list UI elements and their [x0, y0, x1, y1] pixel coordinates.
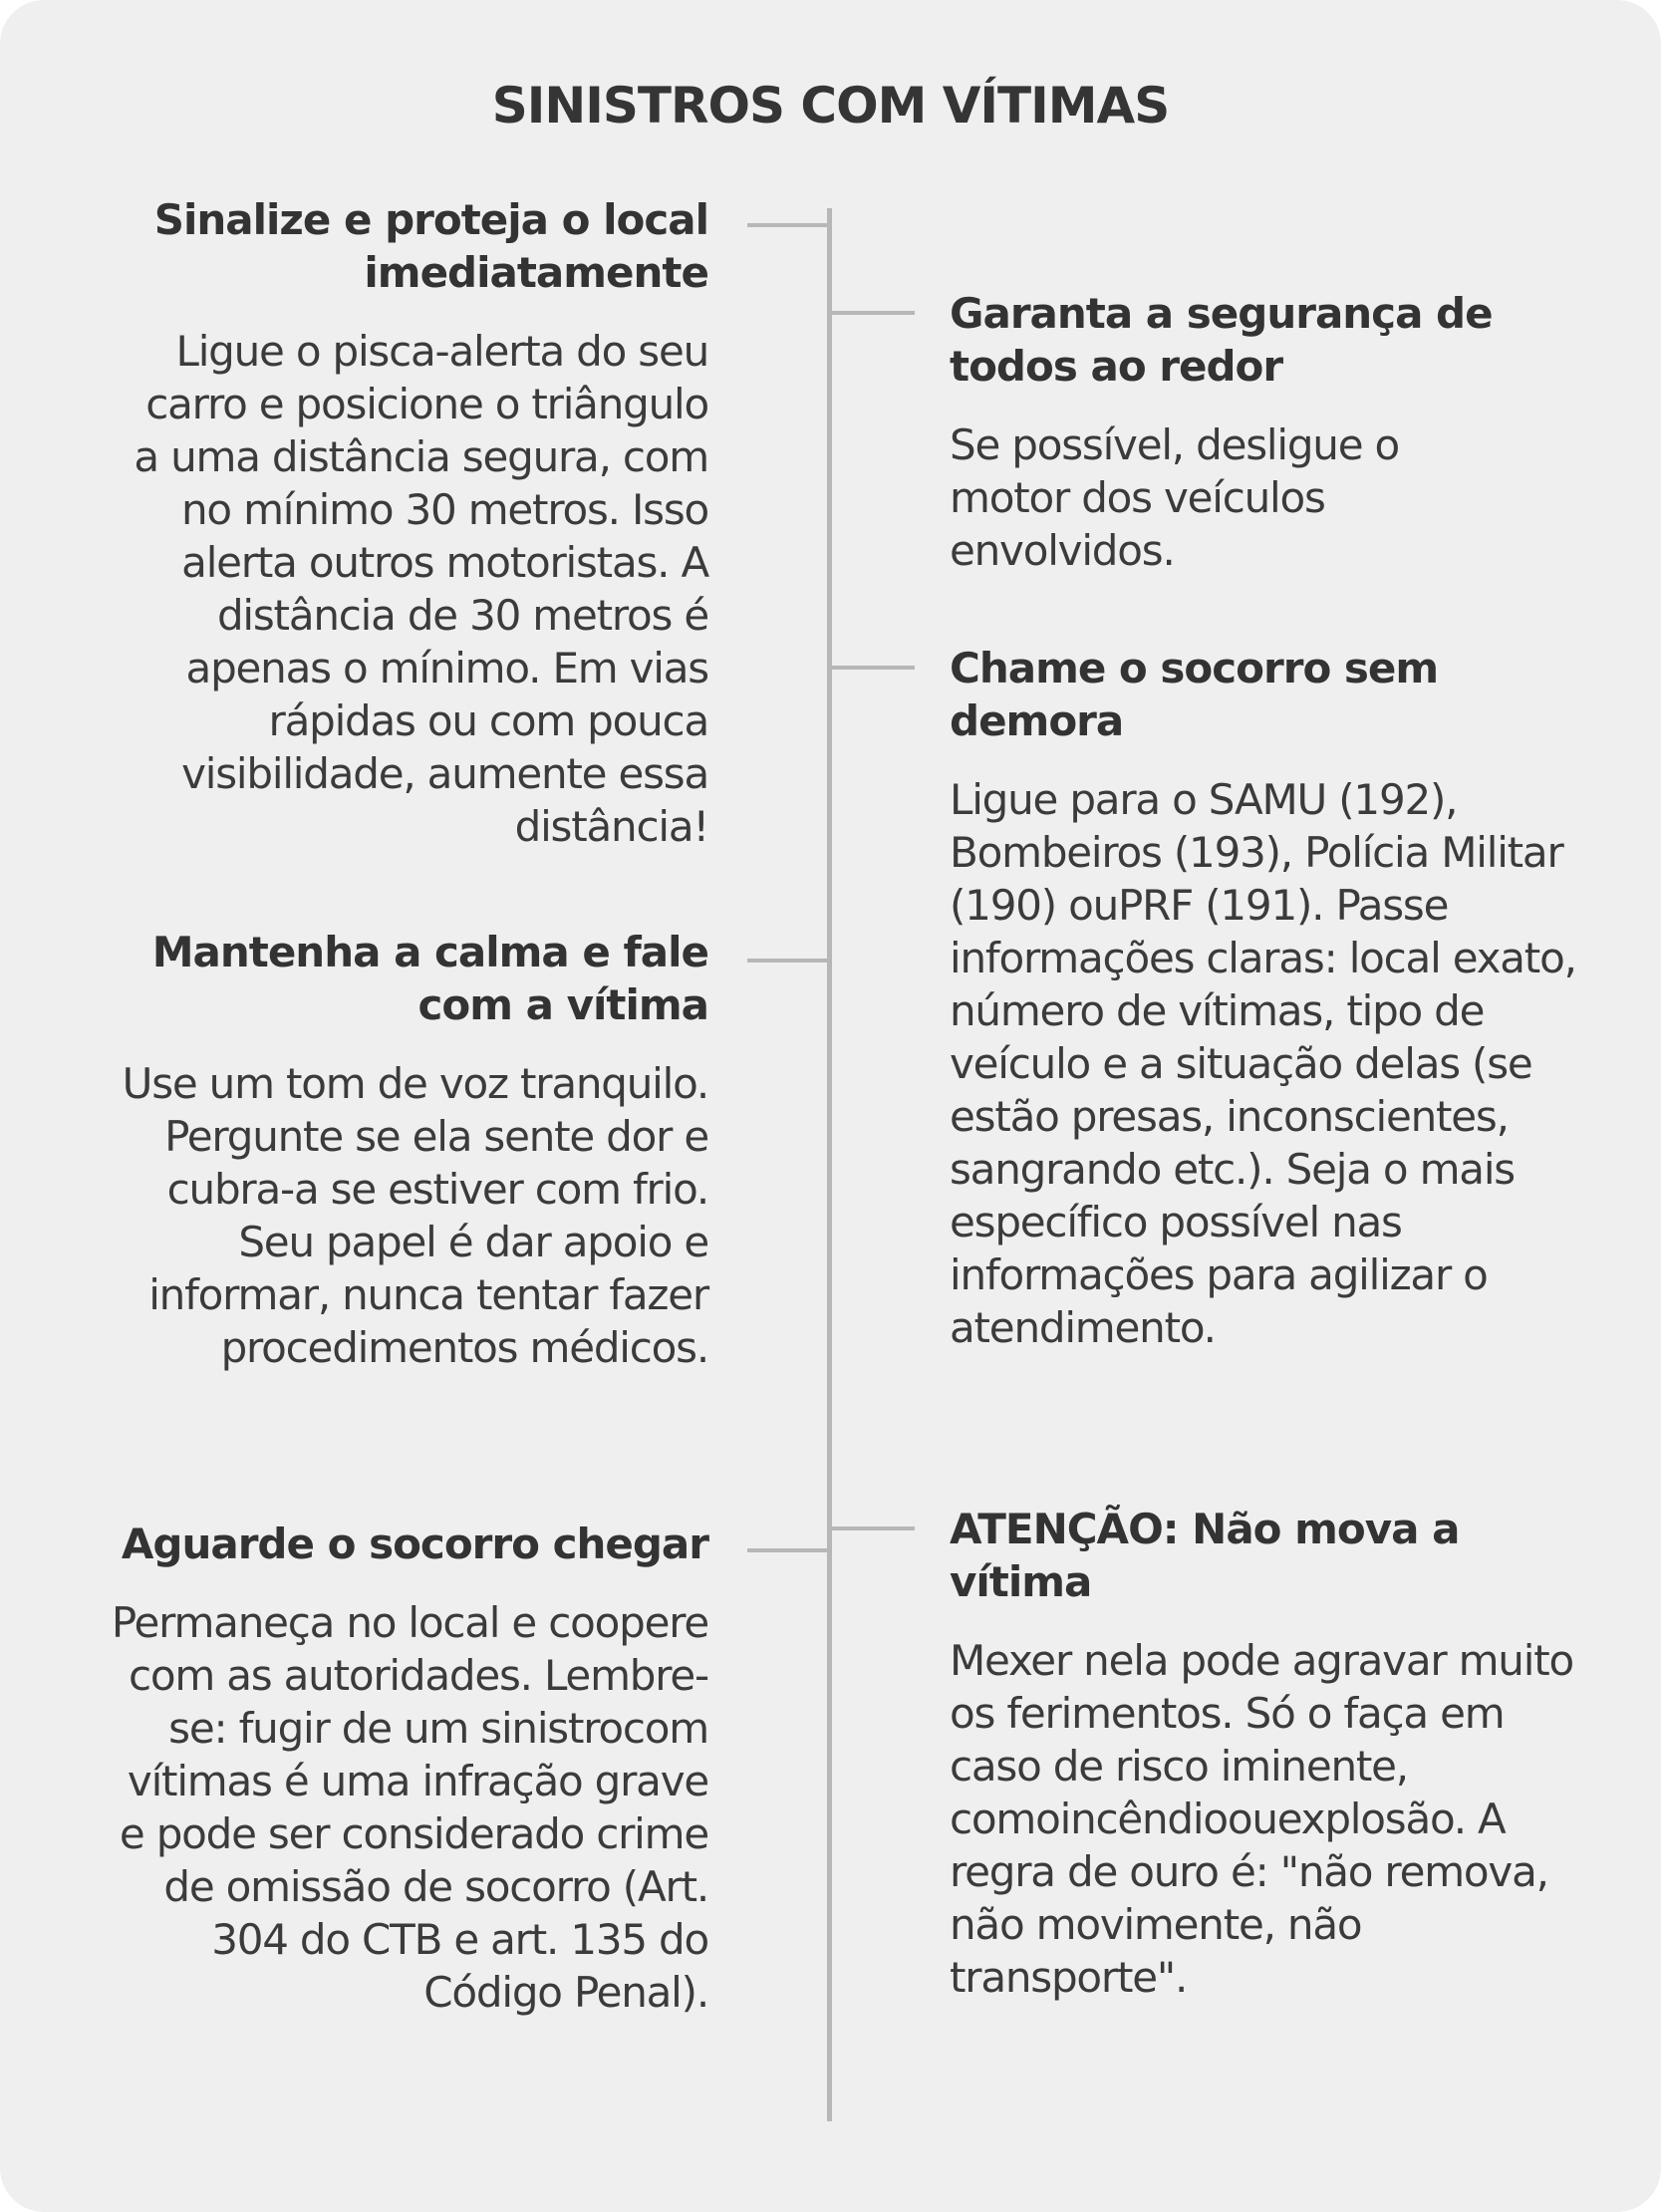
step-call-help	[950, 642, 1577, 1354]
step-heading: Aguarde o socorro chegar	[121, 1520, 708, 1568]
step-body: Ligue o pisca-alerta do seu carro e posicione o triângulo a uma distância segura, com no mínimo 30 metros. Isso alerta outros motoristas. A distância de 30 metros é apenas o mínimo. Em vias rápidas ou com pouca visibilidade, aumente essa distância!	[134, 327, 708, 851]
step-heading: Sinalize e proteja o local imediatamente	[153, 195, 708, 297]
step-heading: ATENÇÃO: Não mova a vítima	[950, 1505, 1460, 1606]
step-body: Se possível, desligue o motor dos veículos envolvidos.	[950, 420, 1399, 575]
timeline-line	[827, 208, 832, 2121]
step-heading: Mantenha a calma e fale com a vítima	[151, 928, 708, 1029]
step-heading: Chame o socorro sem demora	[950, 644, 1439, 745]
step-stay-calm	[111, 926, 708, 1374]
timeline-tick-left	[747, 959, 830, 963]
step-heading: Garanta a segurança de todos ao redor	[950, 289, 1493, 391]
step-body: Permaneça no local e coopere com as autoridades. Lembre-se: fugir de um sinistrocom vítimas é uma infração grave e pode ser considerado crime de omissão de socorro (Art. 304 do CTB e art. 135 do Código Penal).	[111, 1598, 708, 2017]
timeline-tick-right	[829, 1526, 915, 1530]
page-title: SINISTROS COM VÍTIMAS	[491, 77, 1170, 135]
step-signal-protect	[111, 193, 708, 853]
step-body: Mexer nela pode agravar muito os ferimentos. Só o faça em caso de risco iminente, comoincêndioouexplosão. A regra de ouro é: "não remova, não movimente, não transporte".	[950, 1636, 1573, 2002]
timeline-tick-right	[829, 666, 915, 670]
timeline-tick-right	[829, 311, 915, 315]
step-ensure-safety	[950, 287, 1508, 577]
timeline-tick-left	[747, 1548, 830, 1552]
step-body: Ligue para o SAMU (192), Bombeiros (193), Polícia Militar (190) ouPRF (191). Passe informações claras: local exato, número de vítimas, tipo de veículo e a situação delas (se estão presas, inconscientes, sangrando etc.). Seja o mais específico possível nas informações para agilizar o atendimento.	[950, 775, 1576, 1352]
timeline-tick-left	[747, 223, 830, 227]
step-wait-rescue	[111, 1518, 708, 2019]
step-body: Use um tom de voz tranquilo. Pergunte se ela sente dor e cubra-a se estiver com frio. Seu papel é dar apoio e informar, nunca tentar fazer procedimentos médicos.	[122, 1059, 708, 1372]
step-do-not-move	[950, 1503, 1587, 2004]
